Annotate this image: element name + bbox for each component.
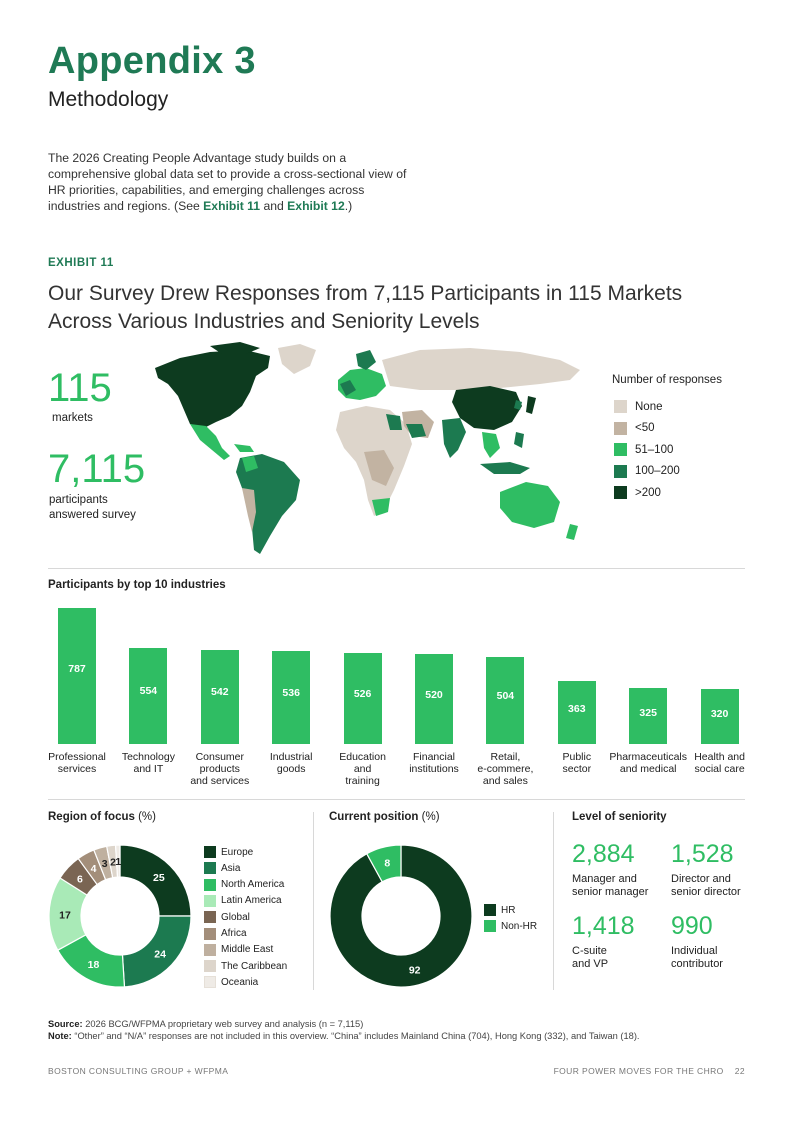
industries-heading: Participants by top 10 industries bbox=[48, 579, 226, 591]
world-map bbox=[150, 340, 590, 565]
legend-label: None bbox=[635, 400, 663, 413]
donut-slice-label: 4 bbox=[90, 862, 97, 875]
source-note bbox=[48, 1018, 748, 1042]
exhibit-12-link[interactable]: Exhibit 12 bbox=[287, 199, 345, 213]
region-legend-item bbox=[204, 846, 253, 858]
note-line: Note: “Other” and “N/A” responses are not included in this overview. “China” includes Mainland China (704), Hong Kong (332), and Taiwan (18). bbox=[48, 1031, 640, 1041]
industry-bar-value: 554 bbox=[139, 685, 158, 698]
participants-number: 7,115 bbox=[48, 447, 146, 491]
industry-category-label: Retail, e-commere, and sales bbox=[477, 751, 534, 787]
footer-right: FOUR POWER MOVES FOR THE CHRO 22 bbox=[553, 1066, 745, 1076]
legend-swatch bbox=[204, 976, 216, 988]
map-legend-item bbox=[614, 422, 655, 435]
donut-slice-label: 17 bbox=[59, 909, 71, 922]
industry-bar-value: 363 bbox=[568, 703, 586, 716]
legend-label: The Caribbean bbox=[221, 960, 288, 972]
map-greenland bbox=[278, 344, 316, 374]
donut-slice-label: 92 bbox=[408, 964, 421, 977]
legend-swatch bbox=[614, 486, 627, 499]
industry-bar-value: 504 bbox=[496, 690, 515, 703]
map-legend-item bbox=[614, 443, 673, 456]
legend-label: >200 bbox=[635, 486, 661, 499]
seniority-number: 990 bbox=[671, 912, 713, 940]
legend-label: 100–200 bbox=[635, 465, 680, 477]
legend-label: <50 bbox=[635, 422, 655, 434]
legend-swatch bbox=[204, 862, 216, 874]
markets-number: 115 bbox=[48, 366, 112, 410]
map-north-america bbox=[155, 350, 270, 428]
map-legend-item bbox=[614, 486, 661, 499]
legend-label: North America bbox=[221, 879, 285, 891]
industry-category-label: Industrial goods bbox=[269, 751, 313, 775]
map-philippines bbox=[514, 432, 524, 448]
map-caribbean bbox=[234, 444, 254, 452]
region-legend-item bbox=[204, 944, 273, 956]
seniority-label: Individual contributor bbox=[671, 945, 723, 970]
legend-label: Africa bbox=[221, 928, 247, 939]
appendix-subtitle: Methodology bbox=[48, 88, 169, 111]
industry-category-label: Pharmaceuticals and medical bbox=[609, 751, 687, 775]
exhibit-label: EXHIBIT 11 bbox=[48, 257, 114, 269]
industry-bar-value: 787 bbox=[68, 663, 86, 676]
map-indonesia bbox=[480, 462, 530, 474]
donut-slice-label: 3 bbox=[101, 858, 108, 871]
seniority-label: C-suite and VP bbox=[572, 945, 609, 970]
legend-swatch bbox=[614, 400, 627, 413]
legend-swatch bbox=[614, 443, 627, 456]
donut-slice-label: 25 bbox=[153, 872, 165, 885]
donut-slice-label: 2 bbox=[110, 856, 117, 869]
region-legend-item bbox=[204, 960, 287, 972]
region-legend-item bbox=[204, 879, 284, 891]
seniority-number: 1,418 bbox=[572, 912, 635, 940]
industry-category-label: Health and social care bbox=[694, 751, 745, 775]
industry-category-label: Technology and IT bbox=[121, 751, 175, 775]
region-donut-chart bbox=[48, 844, 192, 988]
map-russia bbox=[382, 348, 580, 390]
exhibit-title: Our Survey Drew Responses from 7,115 Participants in 115 Markets Across Various Industries and Seniority Levels bbox=[48, 282, 683, 333]
industry-bar-value: 520 bbox=[425, 688, 443, 701]
seniority-number: 1,528 bbox=[671, 840, 734, 868]
seniority-heading: Level of seniority bbox=[572, 811, 667, 823]
region-legend-item bbox=[204, 911, 250, 923]
region-legend-item bbox=[204, 976, 258, 988]
industry-category-label: Education and training bbox=[339, 751, 386, 787]
appendix-title: Appendix 3 bbox=[48, 40, 256, 82]
region-legend-item bbox=[204, 895, 282, 907]
legend-swatch bbox=[614, 465, 627, 478]
exhibit-11-link[interactable]: Exhibit 11 bbox=[203, 199, 261, 213]
map-japan bbox=[526, 396, 536, 414]
donut-slice-label: 8 bbox=[384, 857, 391, 870]
legend-label: Europe bbox=[221, 846, 254, 858]
legend-swatch bbox=[204, 960, 216, 972]
industry-category-label: Consumer products and services bbox=[190, 751, 250, 787]
map-legend-item bbox=[614, 400, 663, 413]
donut-slice-label: 6 bbox=[76, 873, 83, 886]
legend-swatch bbox=[204, 895, 216, 907]
legend-label: 51–100 bbox=[635, 443, 674, 456]
position-legend-item bbox=[484, 904, 515, 916]
legend-swatch bbox=[204, 846, 216, 858]
industry-bar bbox=[58, 608, 96, 744]
map-mexico bbox=[190, 424, 230, 460]
legend-swatch bbox=[484, 920, 496, 932]
map-legend-title: Number of responses bbox=[612, 374, 722, 386]
divider-2 bbox=[48, 799, 745, 800]
map-se-asia bbox=[482, 432, 500, 458]
divider-v1 bbox=[313, 812, 314, 990]
industry-bar-value: 542 bbox=[211, 686, 229, 699]
industry-category-label: Professional services bbox=[48, 751, 106, 775]
source-line: Source: 2026 BCG/WFPMA proprietary web survey and analysis (n = 7,115) bbox=[48, 1019, 364, 1029]
industry-bar-value: 536 bbox=[282, 687, 300, 700]
map-india bbox=[442, 418, 466, 458]
position-legend-item bbox=[484, 920, 537, 932]
position-donut-chart bbox=[329, 844, 473, 988]
legend-label: Global bbox=[221, 911, 250, 923]
industry-category-label: Financial institutions bbox=[409, 751, 459, 775]
divider-1 bbox=[48, 568, 745, 569]
legend-label: Middle East bbox=[221, 944, 274, 956]
legend-swatch bbox=[204, 911, 216, 923]
legend-swatch bbox=[204, 879, 216, 891]
participants-label: participants answered survey bbox=[49, 494, 136, 521]
legend-label: HR bbox=[501, 904, 516, 916]
position-heading: Current position (%) bbox=[329, 811, 440, 823]
donut-slice-label: 18 bbox=[87, 959, 100, 972]
page-number: 22 bbox=[734, 1066, 745, 1076]
legend-swatch bbox=[204, 928, 216, 940]
region-heading: Region of focus (%) bbox=[48, 811, 156, 823]
map-legend-item bbox=[614, 465, 680, 478]
donut-slice-label: 24 bbox=[154, 948, 166, 961]
industry-bar-value: 320 bbox=[710, 707, 729, 720]
legend-label: Asia bbox=[221, 862, 241, 874]
legend-swatch bbox=[614, 422, 627, 435]
markets-label: markets bbox=[52, 412, 93, 424]
legend-label: Non-HR bbox=[501, 920, 538, 932]
map-new-zealand bbox=[566, 524, 578, 540]
divider-v2 bbox=[553, 812, 554, 990]
region-legend-item bbox=[204, 928, 247, 940]
seniority-number: 2,884 bbox=[572, 840, 635, 868]
region-legend-item bbox=[204, 862, 240, 874]
map-australia bbox=[500, 482, 560, 528]
legend-label: Latin America bbox=[221, 895, 282, 907]
map-scandinavia bbox=[356, 350, 376, 370]
footer-left: BOSTON CONSULTING GROUP + WFPMA bbox=[48, 1066, 229, 1076]
industry-bar-value: 325 bbox=[639, 707, 657, 720]
map-china bbox=[452, 386, 522, 430]
industry-bar-value: 526 bbox=[353, 688, 372, 700]
legend-label: Oceania bbox=[221, 976, 259, 988]
legend-swatch bbox=[204, 944, 216, 956]
industry-category-label: Public sector bbox=[562, 751, 592, 775]
intro-paragraph: The 2026 Creating People Advantage study builds on a comprehensive global data set to provide a cross-sectional view of HR priorities, capabilities, and emerging challenges across industries and regions. (See Exhibit 11 and Exhibit 12.) bbox=[48, 151, 407, 213]
donut-slice-label: 1 bbox=[115, 856, 122, 869]
seniority-label: Manager and senior manager bbox=[572, 873, 649, 898]
seniority-label: Director and senior director bbox=[671, 873, 741, 898]
legend-swatch bbox=[484, 904, 496, 916]
